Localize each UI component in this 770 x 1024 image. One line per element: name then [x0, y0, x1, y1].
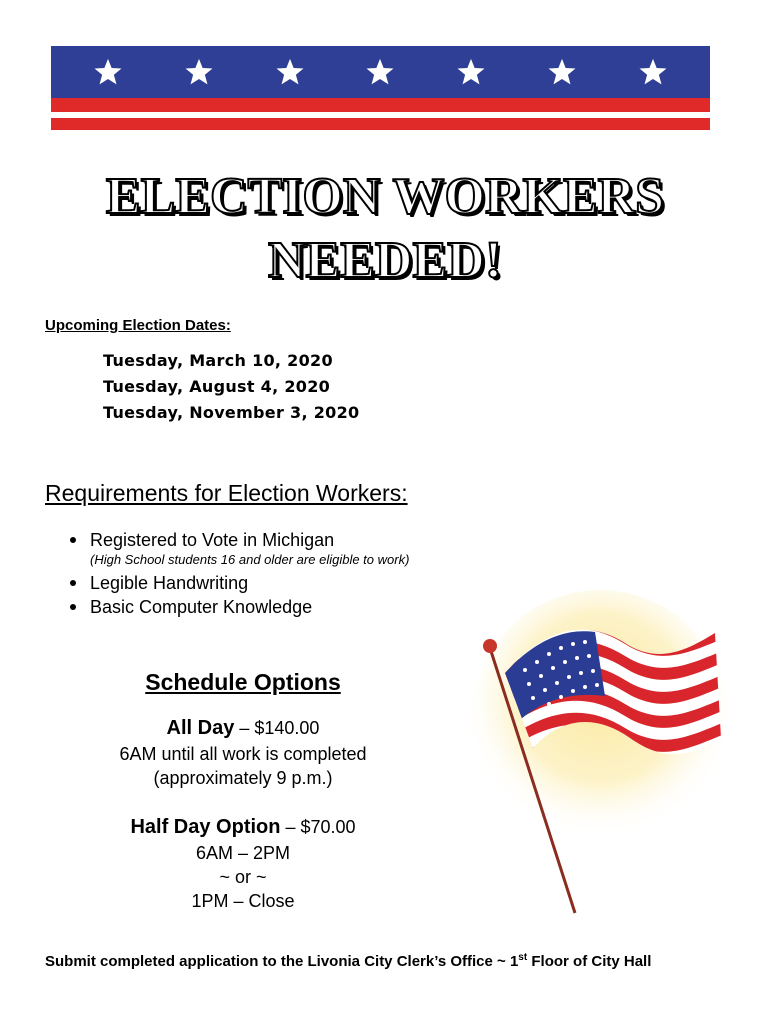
star-icon [93, 57, 123, 87]
election-date: Tuesday, August 4, 2020 [103, 377, 331, 396]
schedule-all-day [43, 716, 443, 790]
election-date: Tuesday, March 10, 2020 [103, 351, 333, 370]
requirements-heading: Requirements for Election Workers: [45, 480, 408, 506]
title-line-2: NEEDED! [267, 232, 503, 289]
all-day-hours: 6AM until all work is completed [119, 744, 367, 764]
requirement-note: (High School students 16 and older are eligible to work) [90, 552, 410, 567]
american-flag-clipart-icon [465, 588, 727, 918]
half-day-title: Half Day Option [130, 816, 281, 838]
election-dates-list [103, 348, 359, 426]
schedule-heading: Schedule Options [145, 669, 341, 695]
half-day-afternoon: 1PM – Close [191, 891, 295, 911]
submission-note [45, 952, 651, 970]
floor-text: Floor of City Hall [527, 953, 652, 970]
floor-ordinal: st [518, 952, 528, 963]
requirement-item [68, 595, 409, 619]
star-icon [275, 57, 305, 87]
floor-number: 1 [509, 953, 519, 970]
all-day-price: – $140.00 [234, 718, 320, 738]
half-day-or: ~ or ~ [219, 867, 267, 887]
star-icon [365, 57, 395, 87]
requirement-item [68, 571, 409, 595]
bullet-icon [70, 580, 76, 586]
submission-text: Submit completed application to the Livonia City Clerk’s Office ~ [45, 953, 510, 970]
star-icon [184, 57, 214, 87]
banner-red-stripe-bottom [51, 118, 710, 130]
election-date: Tuesday, November 3, 2020 [103, 403, 360, 422]
requirement-text: Legible Handwriting [90, 573, 249, 593]
title-line-1: ELECTION WORKERS [105, 168, 665, 225]
banner-stars [51, 46, 710, 98]
requirement-text: Basic Computer Knowledge [90, 597, 313, 617]
star-icon [638, 57, 668, 87]
all-day-title: All Day [166, 717, 235, 739]
half-day-morning: 6AM – 2PM [195, 843, 291, 863]
banner-red-stripe-top [51, 98, 710, 112]
star-icon [456, 57, 486, 87]
all-day-approx: (approximately 9 p.m.) [153, 768, 333, 788]
requirement-text: Registered to Vote in Michigan [90, 530, 335, 550]
header-banner [51, 46, 710, 132]
schedule-half-day [43, 815, 443, 913]
requirements-list [68, 528, 409, 619]
bullet-icon [70, 537, 76, 543]
page-title [0, 165, 770, 293]
star-icon [547, 57, 577, 87]
requirement-item [68, 528, 409, 568]
election-dates-heading: Upcoming Election Dates: [45, 317, 231, 334]
bullet-icon [70, 604, 76, 610]
half-day-price: – $70.00 [280, 817, 356, 837]
